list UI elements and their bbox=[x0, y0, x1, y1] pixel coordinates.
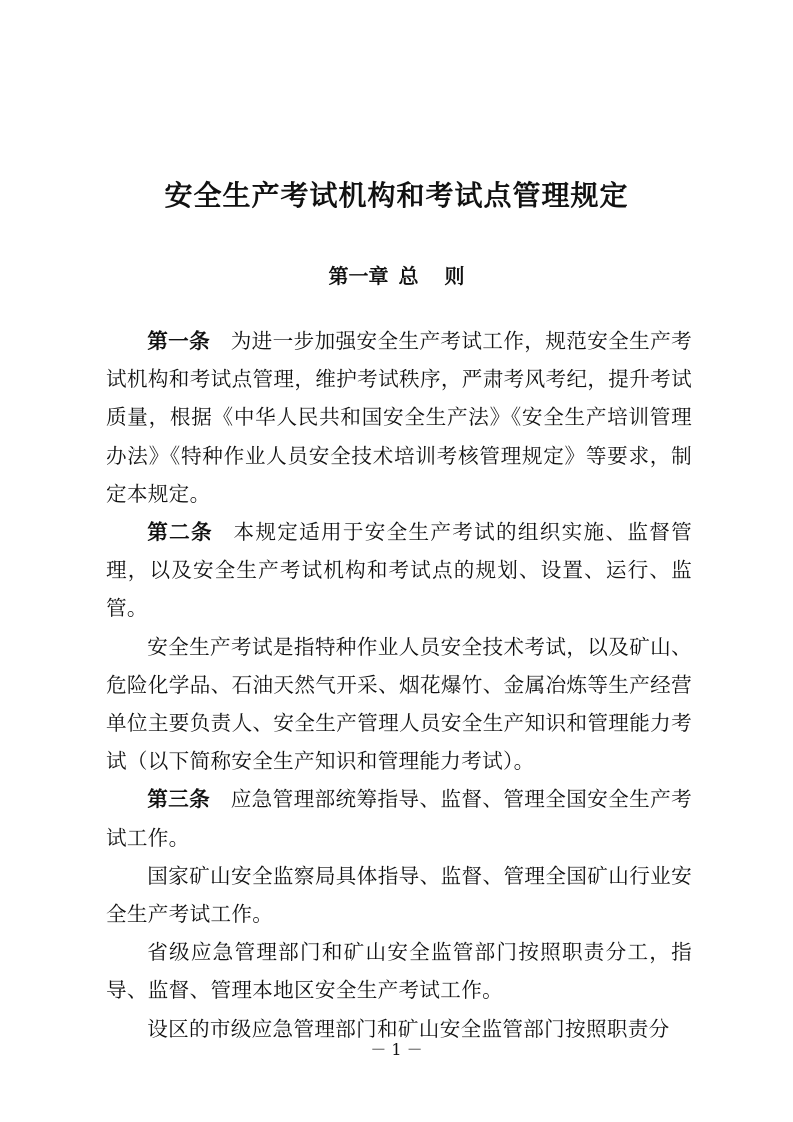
chapter-name-part2: 则 bbox=[444, 264, 465, 288]
article-number: 第一条 bbox=[147, 329, 211, 353]
paragraph-text: 本规定适用于安全生产考试的组织实施、监督管理，以及安全生产考试机构和考试点的规划、设置、运行、监管。 bbox=[106, 520, 692, 621]
article-number: 第三条 bbox=[147, 787, 211, 812]
document-body bbox=[106, 322, 692, 1048]
paragraph-article-2 bbox=[106, 513, 692, 628]
paragraph-text: 为进一步加强安全生产考试工作，规范安全生产考试机构和考试点管理，维护考试秩序，严肃考风考纪，提升考试质量，根据《中华人民共和国安全生产法》《安全生产培训管理办法》《特种作业人员安全技术培训考核管理规定》等要求，制定本规定。 bbox=[106, 329, 692, 506]
paragraph-text: 国家矿山安全监察局具体指导、监督、管理全国矿山行业安全生产考试工作。 bbox=[106, 863, 692, 927]
chapter-heading bbox=[0, 258, 793, 294]
chapter-number: 第一章 bbox=[328, 264, 389, 288]
paragraph-article-1 bbox=[106, 322, 692, 513]
paragraph-text: 应急管理部统筹指导、监督、管理全国安全生产考试工作。 bbox=[106, 787, 692, 850]
paragraph-article-3 bbox=[106, 780, 692, 856]
paragraph-article-3-cont-2 bbox=[106, 933, 692, 1009]
page-number: － 1 － bbox=[370, 1040, 423, 1059]
document-title: 安全生产考试机构和考试点管理规定 bbox=[164, 179, 629, 212]
chapter-name-part1: 总 bbox=[398, 264, 419, 288]
paragraph-text: 设区的市级应急管理部门和矿山安全监管部门按照职责分 bbox=[147, 1016, 670, 1041]
paragraph-article-2-cont bbox=[106, 628, 692, 781]
article-number: 第二条 bbox=[147, 520, 213, 545]
paragraph-text: 省级应急管理部门和矿山安全监管部门按照职责分工，指导、监督、管理本地区安全生产考试工作。 bbox=[106, 940, 692, 1003]
paragraph-text: 安全生产考试是指特种作业人员安全技术考试，以及矿山、危险化学品、石油天然气开采、烟花爆竹、金属冶炼等生产经营单位主要负责人、安全生产管理人员安全生产知识和管理能力考试（以下简称安全生产知识和管理能力考试）。 bbox=[106, 634, 692, 774]
paragraph-article-3-cont-1 bbox=[106, 857, 692, 933]
